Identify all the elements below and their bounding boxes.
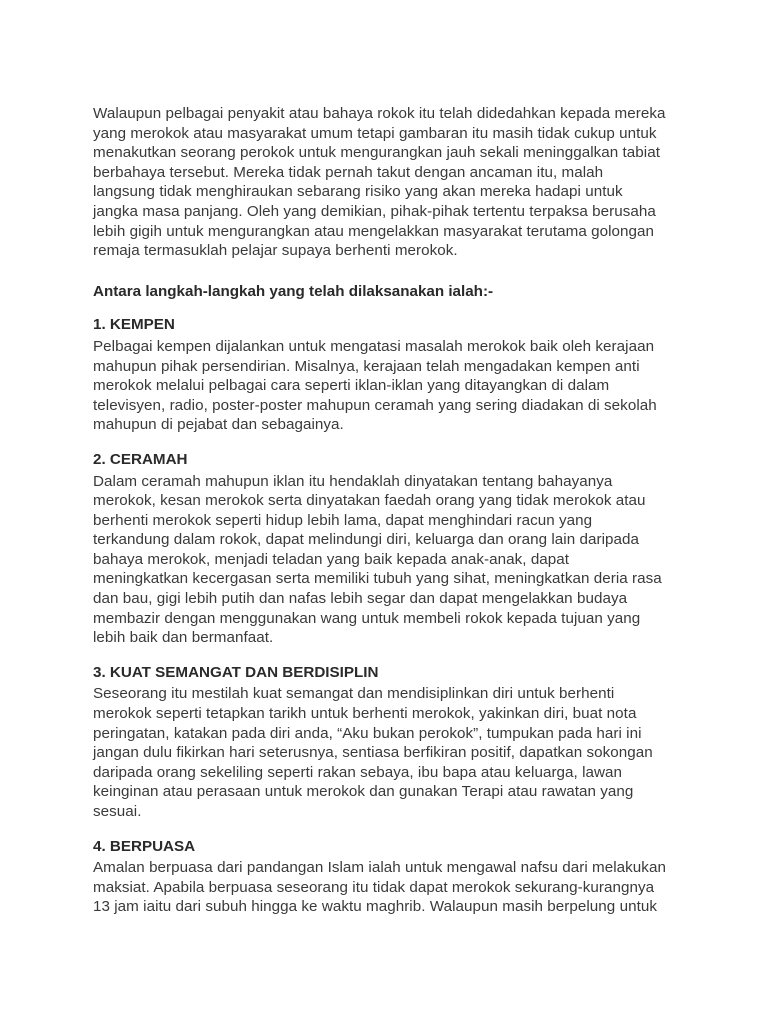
section-line: peringatan, katakan pada diri anda, “Aku bukan perokok”, tumpukan pada hari ini [93,724,642,742]
section-kempen [93,315,683,435]
section-line: televisyen, radio, poster-poster mahupun ceramah yang sering diadakan di sekolah [93,396,657,414]
intro-line: langsung tidak menghiraukan sebarang risiko yang akan mereka hadapi untuk [93,183,623,201]
section-heading: 3. KUAT SEMANGAT DAN BERDISIPLIN [93,663,379,681]
section-heading: 4. BERPUASA [93,837,196,855]
intro-line: lebih gigih untuk mengurangkan atau mengelakkan masyarakat terutama golongan [93,222,655,240]
section-line: merokok, kesan merokok serta dinyatakan faedah orang yang tidak merokok atau [93,492,646,510]
section-line: terkandung dalam rokok, dapat melindungi diri, keluarga dan orang lain daripada [93,531,639,549]
section-line: lebih baik dan bermanfaat. [93,629,274,647]
section-line: jangan dulu fikirkan hari seterusnya, sentiasa berfikiran positif, dapatkan sokongan [93,744,653,762]
section-line: sesuai. [93,803,142,820]
section-line: Amalan berpuasa dari pandangan Islam ialah untuk mengawal nafsu dari melakukan [93,859,666,877]
intro-line: berbahaya tersebut. Mereka tidak pernah takut dengan ancaman itu, malah [93,163,604,181]
section-heading: 2. CERAMAH [93,450,188,468]
section-ceramah [93,450,683,648]
section-line: maksiat. Apabila berpuasa seseorang itu tidak dapat merokok sekurang-kurangnya [93,878,655,896]
section-line: dan bau, gigi lebih putih dan nafas lebih segar dan dapat mengelakkan budaya [93,590,628,608]
section-line: Dalam ceramah mahupun iklan itu hendaklah dinyatakan tentang bahayanya [93,472,613,490]
section-line: Seseorang itu mestilah kuat semangat dan mendisiplinkan diri untuk berhenti [93,685,615,703]
section-berpuasa [93,837,683,917]
intro-line: remaja termasuklah pelajar supaya berhenti merokok. [93,242,458,260]
section-line: bahaya merokok, menjadi teladan yang baik kepada anak-anak, dapat [93,550,570,568]
intro-line: yang merokok atau masyarakat umum tetapi gambaran itu masih tidak cukup untuk [93,124,657,142]
section-heading: 1. KEMPEN [93,316,175,334]
section-line: merokok seperti tetapkan tarikh untuk berhenti merokok, yakinkan diri, buat nota [93,705,637,723]
section-line: merokok melalui pelbagai cara seperti iklan-iklan yang ditayangkan di dalam [93,377,610,395]
section-line: mahupun pihak persendirian. Misalnya, kerajaan telah mengadakan kempen anti [93,357,640,375]
section-line: membazir dengan menggunakan wang untuk membeli rokok kepada tujuan yang [93,609,641,627]
intro-line: Walaupun pelbagai penyakit atau bahaya rokok itu telah didedahkan kepada mereka [93,105,666,122]
intro-line: jangka masa panjang. Oleh yang demikian, pihak-pihak tertentu terpaksa berusaha [93,202,656,220]
section-kuat-semangat [93,663,683,822]
intro-paragraph [93,104,683,261]
section-line: meningkatkan kecergasan serta memiliki tubuh yang sihat, meningkatkan deria rasa [93,570,662,588]
section-line: 13 jam iaitu dari subuh hingga ke waktu maghrib. Walaupun masih berpelung untuk [93,898,657,916]
section-line: keinginan atau perasaan untuk merokok dan gunakan Terapi atau rawatan yang [93,783,634,801]
steps-lead [93,282,683,302]
section-line: Pelbagai kempen dijalankan untuk mengatasi masalah merokok baik oleh kerajaan [93,337,655,355]
section-line: mahupun di pejabat dan sebagainya. [93,416,344,434]
document-page [93,104,683,932]
section-line: berhenti merokok seperti hidup lebih lama, dapat menghindari racun yang [93,511,593,529]
section-line: daripada orang sekeliling seperti rakan sebaya, ibu bapa atau keluarga, lawan [93,763,623,781]
intro-line: menakutkan seorang perokok untuk mengurangkan jauh sekali meninggalkan tabiat [93,144,660,162]
steps-lead-heading: Antara langkah-langkah yang telah dilaksanakan ialah:- [93,282,494,300]
